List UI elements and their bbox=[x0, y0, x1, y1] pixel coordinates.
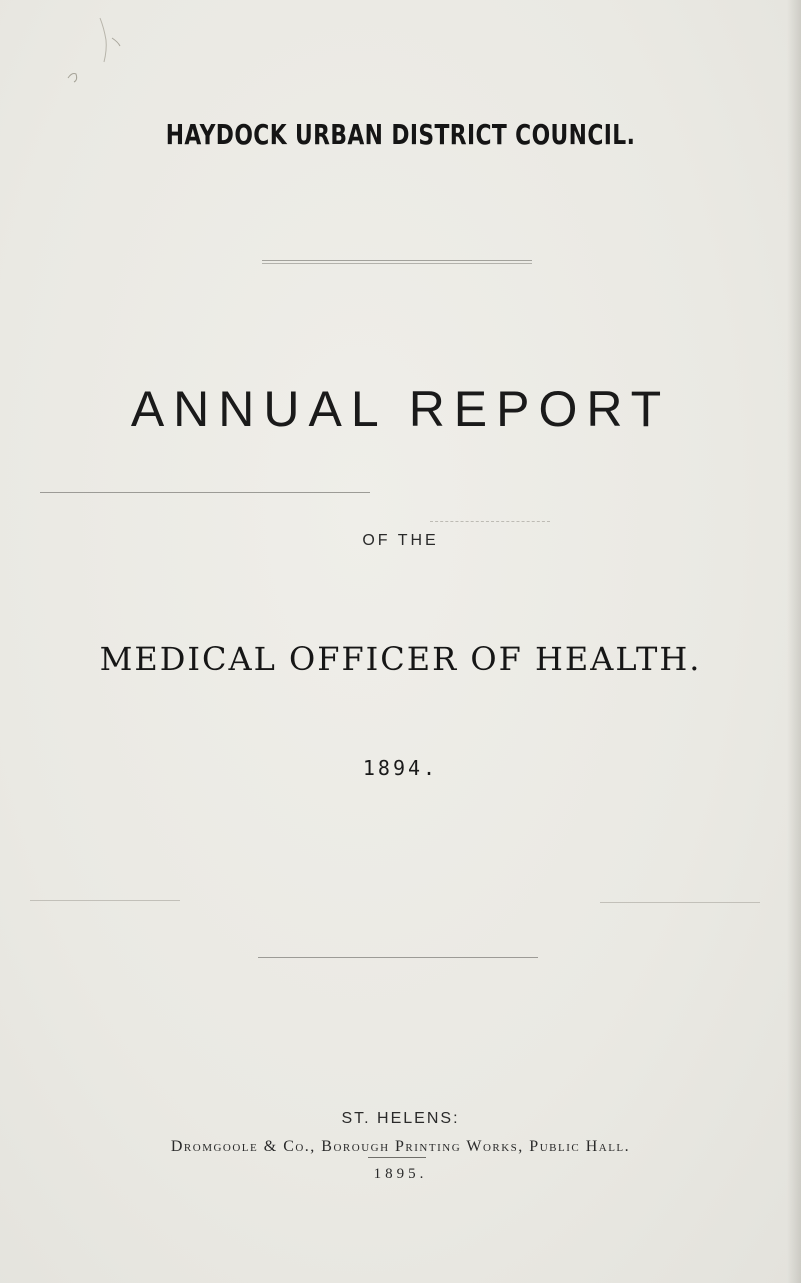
report-title: ANNUAL REPORT bbox=[130, 381, 671, 437]
corner-pencil-marks bbox=[40, 10, 150, 100]
printer-imprint: Dromgoole & Co., Borough Printing Works, Public Hall. bbox=[170, 1138, 631, 1155]
divider-mid-right bbox=[600, 902, 760, 903]
print-year: 1895. bbox=[373, 1166, 428, 1182]
of-the-label: OF THE bbox=[362, 532, 439, 549]
divider-top bbox=[262, 260, 532, 264]
divider-imprint bbox=[368, 1157, 426, 1158]
divider-lower bbox=[258, 957, 538, 958]
divider-under-title-right bbox=[430, 521, 550, 522]
report-subtitle: MEDICAL OFFICER OF HEALTH. bbox=[99, 640, 702, 678]
report-year: 1894. bbox=[362, 756, 439, 780]
divider-mid bbox=[30, 900, 180, 901]
council-name: HAYDOCK URBAN DISTRICT COUNCIL. bbox=[165, 118, 636, 151]
divider-under-title bbox=[40, 492, 370, 493]
place-name: ST. HELENS: bbox=[341, 1110, 460, 1127]
